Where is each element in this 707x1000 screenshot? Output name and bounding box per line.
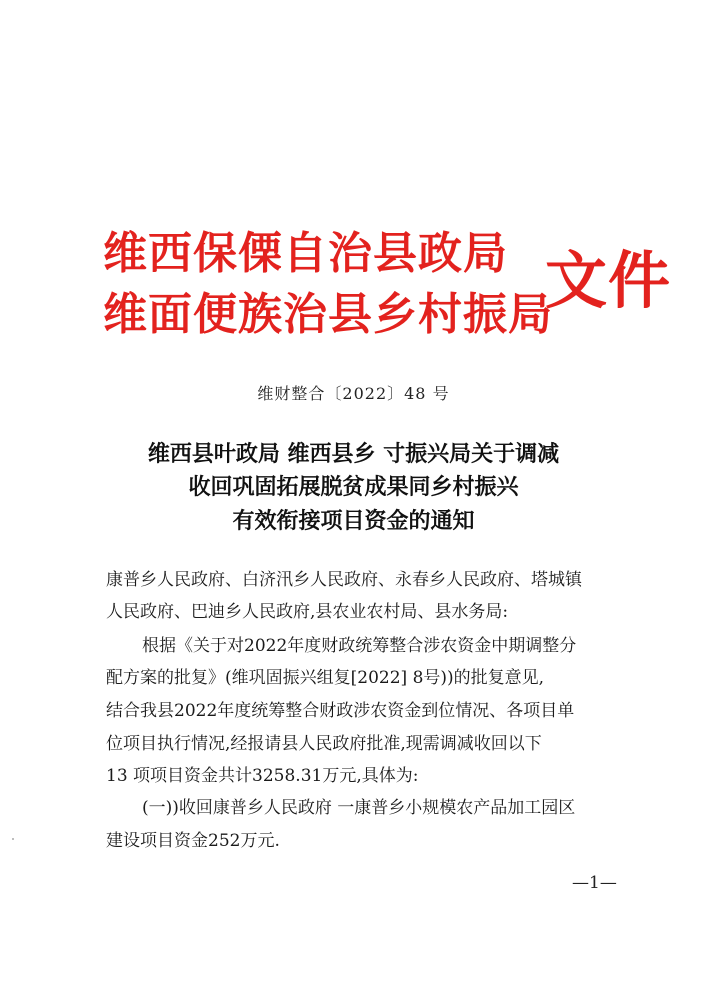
- page-number: —1—: [572, 873, 617, 893]
- issuer-line-1: 维西保傈自治县政局: [103, 228, 508, 279]
- body-line: (一))收回康普乡人民政府 一康普乡小规模农产品加工园区: [142, 798, 576, 818]
- title-line-2: 收回巩固拓展脱贫成果同乡村振兴: [188, 474, 519, 500]
- body-line: 康普乡人民政府、白济汛乡人民政府、永春乡人民政府、塔城镇: [106, 570, 582, 590]
- body-line: 位项目执行情况,经报请县人民政府批准,现需调减收回以下: [106, 734, 542, 754]
- title-line-3: 有效衔接项目资金的通知: [232, 508, 475, 534]
- body-line: 人民政府、巴迪乡人民政府,县农业农村局、县水务局:: [106, 602, 509, 622]
- title-line-1: 维西县叶政局 维西县乡 寸振兴局关于调减: [147, 441, 560, 467]
- body-line: 根据《关于对2022年度财政统筹整合涉农资金中期调整分: [142, 636, 577, 656]
- body-line: 结合我县2022年度统筹整合财政涉农资金到位情况、各项目单: [106, 701, 575, 721]
- document-word: 文件: [545, 244, 672, 317]
- scan-speck: [12, 838, 14, 840]
- body-line: 建设项目资金252万元.: [106, 831, 280, 851]
- issuer-line-2: 维面便族治县乡村振局: [103, 289, 553, 340]
- body-line: 配方案的批复》(维巩固振兴组复[2022] 8号))的批复意见,: [106, 668, 545, 688]
- document-number: 维财整合〔2022〕48 号: [257, 384, 450, 403]
- body-line: 13 项项目资金共计3258.31万元,具体为:: [106, 766, 419, 786]
